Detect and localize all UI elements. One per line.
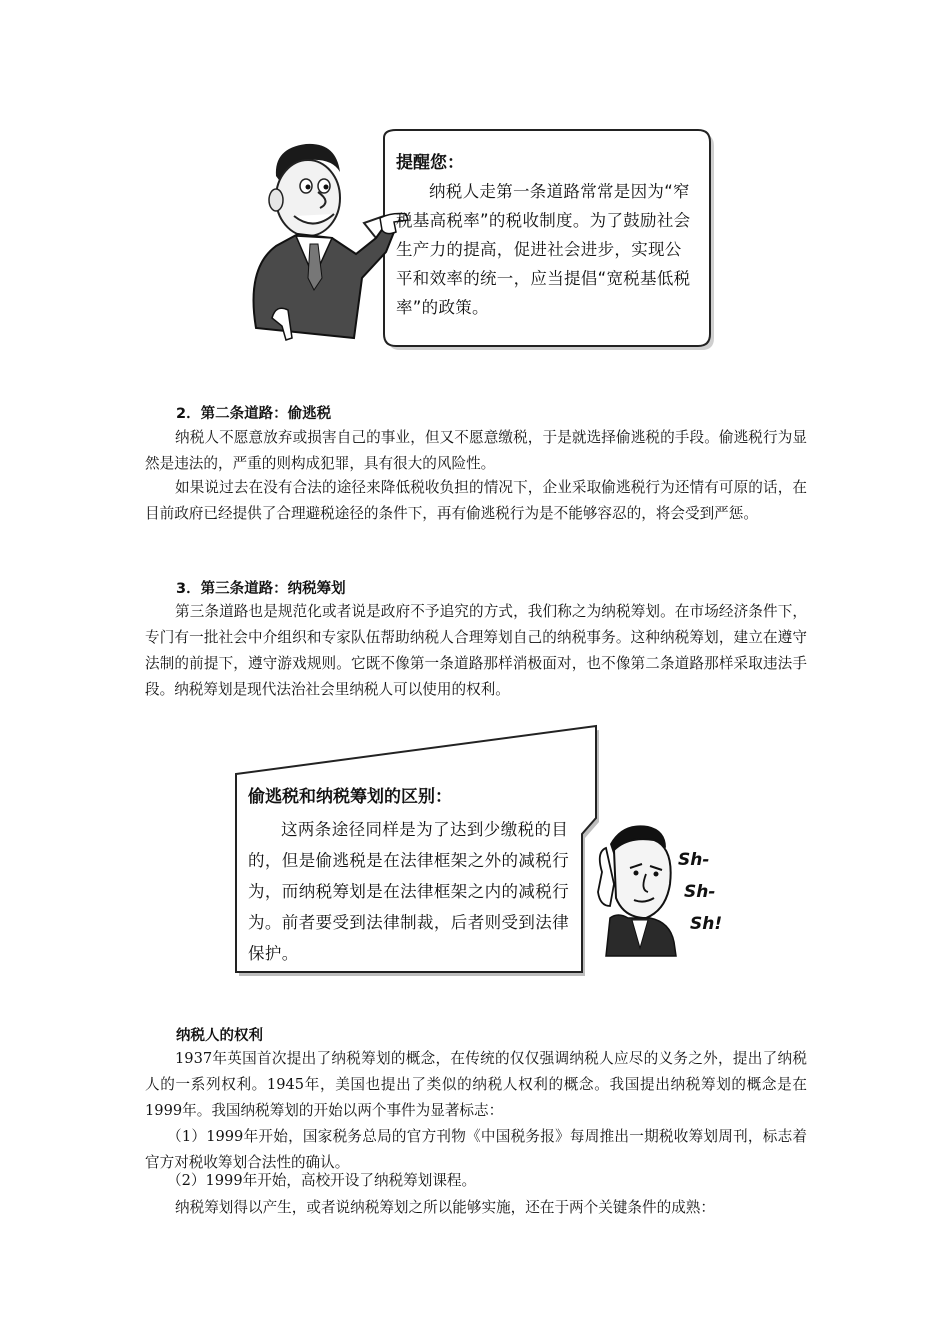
shush-text-3: Sh! [690, 914, 723, 934]
difference-callout [230, 722, 730, 982]
shush-text-1: Sh- [678, 850, 710, 870]
reminder-body: 纳税人走第一条道路常常是因为“窄税基高税率”的税收制度。为了鼓励社会生产力的提高，促进社会进步，实现公平和效率的统一，应当提倡“宽税基低税率”的政策。 [396, 182, 691, 317]
reminder-title: 提醒您： [396, 153, 464, 173]
rights-paragraph-2: 纳税筹划得以产生，或者说纳税筹划之所以能够实施，还在于两个关键条件的成熟： [175, 1199, 715, 1216]
rights-item-2: （2）1999年开始，高校开设了纳税筹划课程。 [167, 1172, 477, 1189]
section2-paragraph-1: 纳税人不愿意放弃或损害自己的事业，但又不愿意缴税，于是就选择偷逃税的手段。偷逃税行为显然是违法的，严重的则构成犯罪，具有很大的风险性。 [145, 429, 807, 472]
difference-body: 这两条途径同样是为了达到少缴税的目的，但是偷逃税是在法律框架之外的减税行为，而纳税筹划是在法律框架之内的减税行为。前者要受到法律制裁，后者则受到法律保护。 [248, 820, 570, 963]
section2-heading: 2．第二条道路：偷逃税 [176, 406, 332, 422]
section3-heading: 3．第三条道路：纳税筹划 [176, 581, 346, 597]
reminder-callout [236, 128, 716, 350]
rights-item-1: （1）1999年开始，国家税务总局的官方刊物《中国税务报》每周推出一期税收筹划周刊，标志着官方对税收筹划合法性的确认。 [145, 1128, 807, 1171]
shush-text [678, 844, 722, 940]
rights-paragraph-1: 1937年英国首次提出了纳税筹划的概念，在传统的仅仅强调纳税人应尽的义务之外，提出了纳税人的一系列权利。1945年，美国也提出了类似的纳税人权利的概念。我国提出纳税筹划的概念是在1999年。我国纳税筹划的开始以两个事件为显著标志： [145, 1050, 807, 1119]
rights-heading: 纳税人的权利 [176, 1028, 263, 1044]
section2-paragraph-2: 如果说过去在没有合法的途径来降低税收负担的情况下，企业采取偷逃税行为还情有可原的话，在目前政府已经提供了合理避税途径的条件下，再有偷逃税行为是不能够容忍的，将会受到严惩。 [145, 479, 807, 522]
shush-text-2: Sh- [684, 882, 716, 902]
difference-title: 偷逃税和纳税筹划的区别： [248, 787, 452, 807]
section3-paragraph-1: 第三条道路也是规范化或者说是政府不予追究的方式，我们称之为纳税筹划。在市场经济条件下，专门有一批社会中介组织和专家队伍帮助纳税人合理筹划自己的纳税事务。这种纳税筹划，建立在遵守法制的前提下，遵守游戏规则。它既不像第一条道路那样消极面对，也不像第二条道路那样采取违法手段。纳税筹划是现代法治社会里纳税人可以使用的权利。 [145, 603, 807, 698]
